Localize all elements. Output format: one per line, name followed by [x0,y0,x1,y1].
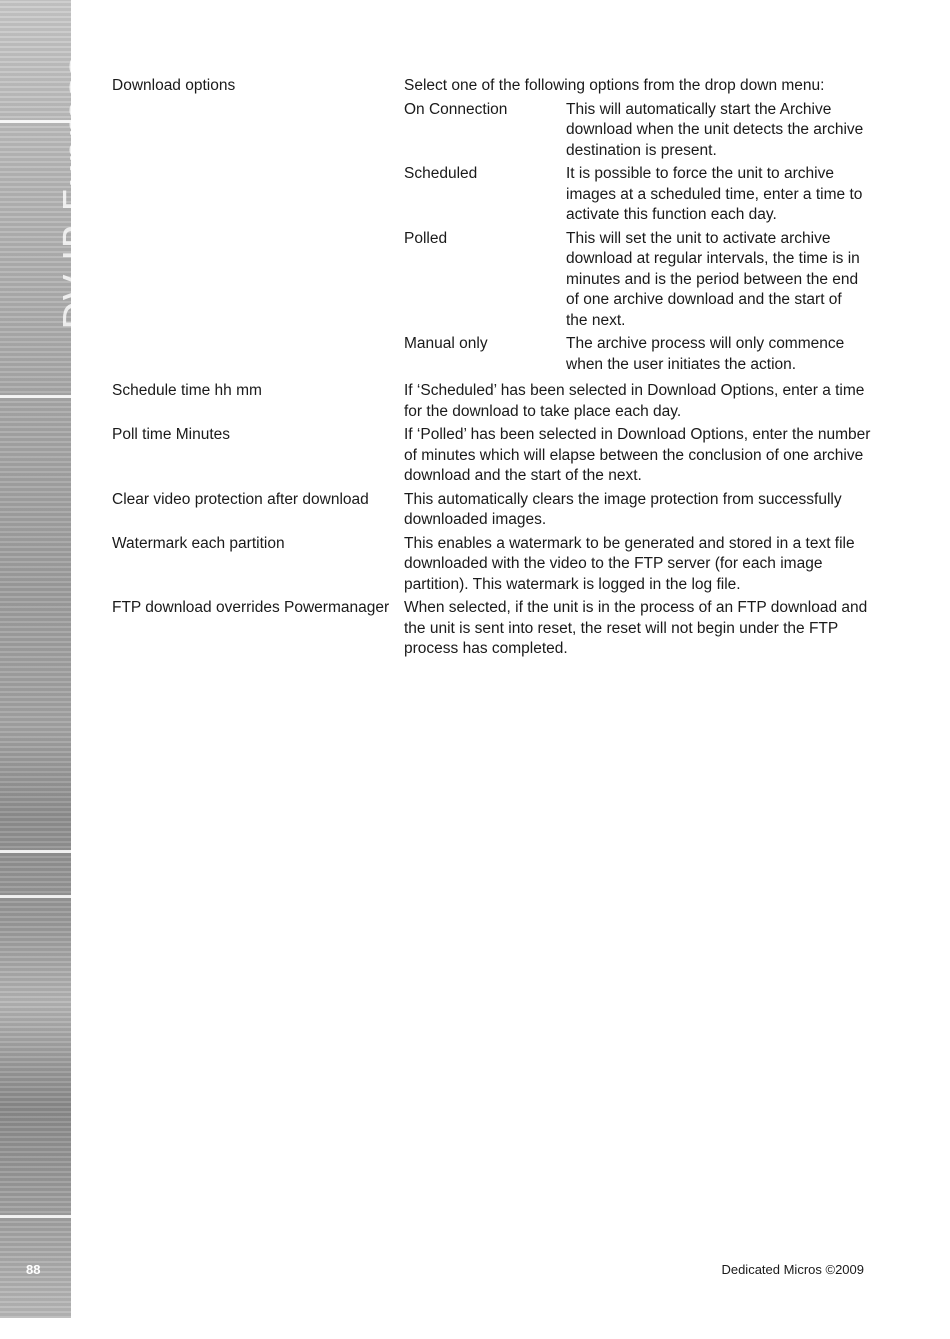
setting-label: FTP download overrides Powermanager [112,599,390,616]
option-description: This will set the unit to activate archive download at regular intervals, the time is in minutes and is the period between the end of one archive download and the start of the next. [566,229,860,329]
option-description: The archive process will only commence when the user initiates the action. [566,335,845,373]
table-row [112,425,872,490]
table-row [112,534,872,599]
option-name: Scheduled [404,165,478,182]
setting-label: Download options [112,77,236,94]
option-name: Polled [404,229,448,247]
table-row [112,76,872,381]
option-name: On Connection [404,100,508,118]
option-row [404,334,864,378]
options-table [404,100,864,379]
table-row [112,598,872,663]
setting-description: If ‘Polled’ has been selected in Download Options, enter the number of minutes which will elapse between the conclusion of one archive download and the start of the next. [404,426,871,484]
divider [0,850,71,853]
setting-description [404,76,872,381]
option-row [404,164,864,229]
option-row [404,100,864,165]
brand-title: DV-IP Express [56,56,100,330]
table-row [112,381,872,425]
setting-label: Poll time Minutes [112,426,231,443]
option-row [404,229,864,335]
settings-table [112,76,872,663]
option-description: It is possible to force the unit to archive images at a scheduled time, enter a time to activate this function each day. [566,165,863,223]
footer-copyright: Dedicated Micros ©2009 [721,1262,864,1277]
setting-description: If ‘Scheduled’ has been selected in Download Options, enter a time for the download to take place each day. [404,382,865,420]
setting-description: When selected, if the unit is in the process of an FTP download and the unit is sent into reset, the reset will not begin under the FTP process has completed. [404,599,868,657]
divider [0,395,71,398]
option-name: Manual only [404,335,488,352]
divider [0,895,71,898]
page-number: 88 [26,1262,41,1277]
decorative-sidebar [0,0,100,1318]
setting-description: This enables a watermark to be generated and stored in a text file downloaded with the video to the FTP server (for each image partition). This watermark is logged in the log file. [404,534,855,593]
setting-label: Clear video protection after download [112,490,369,508]
setting-label: Schedule time hh mm [112,382,262,399]
options-intro: Select one of the following options from the drop down menu: [404,77,825,94]
option-description: This will automatically start the Archive download when the unit detects the archive destination is present. [566,100,864,159]
divider [0,1215,71,1218]
setting-label: Watermark each partition [112,534,285,552]
setting-description: This automatically clears the image protection from successfully downloaded images. [404,490,842,528]
table-row [112,490,872,534]
